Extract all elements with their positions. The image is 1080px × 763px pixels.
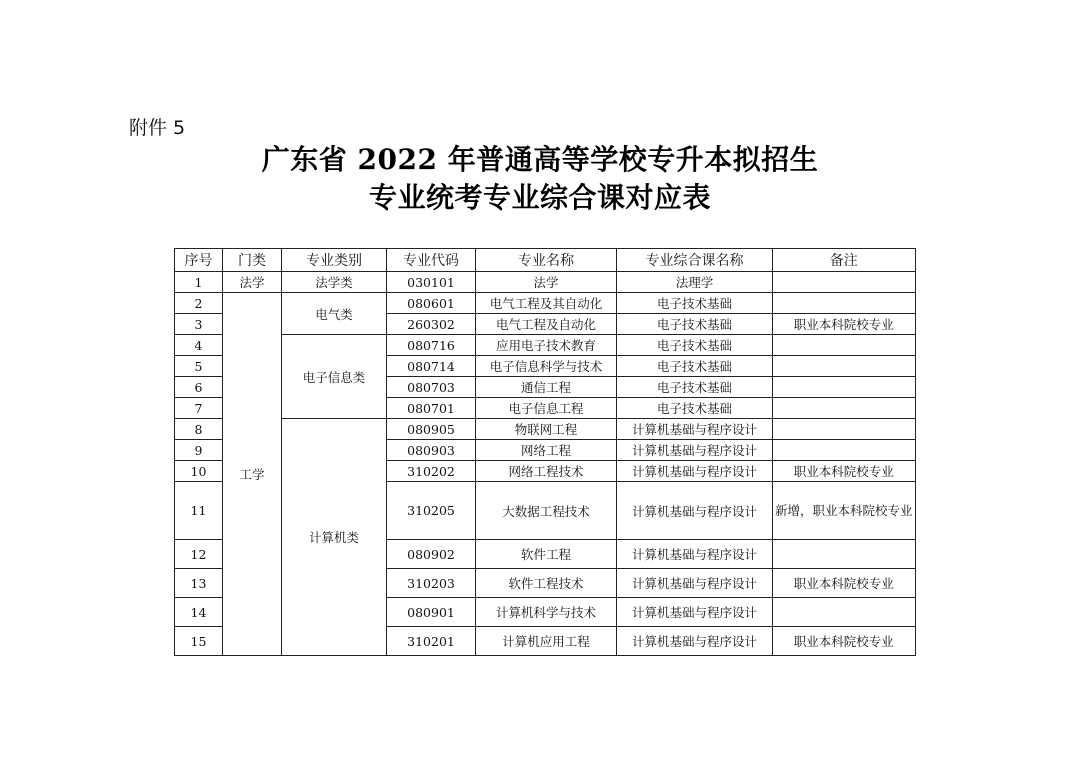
course-name: 计算机基础与程序设计 — [617, 627, 773, 656]
row-number: 11 — [175, 482, 223, 540]
major-code: 080703 — [387, 377, 476, 398]
course-name: 电子技术基础 — [617, 356, 773, 377]
major-name: 软件工程 — [476, 540, 617, 569]
course-name: 电子技术基础 — [617, 398, 773, 419]
row-number: 4 — [175, 335, 223, 356]
category-cell: 电气类 — [282, 293, 387, 335]
course-name: 电子技术基础 — [617, 293, 773, 314]
major-code: 080716 — [387, 335, 476, 356]
note-cell — [773, 356, 916, 377]
note-cell — [773, 598, 916, 627]
major-name: 应用电子技术教育 — [476, 335, 617, 356]
course-name: 法理学 — [617, 272, 773, 293]
major-name: 计算机科学与技术 — [476, 598, 617, 627]
row-number: 7 — [175, 398, 223, 419]
header-cell: 专业类别 — [282, 249, 387, 272]
header-cell: 专业代码 — [387, 249, 476, 272]
row-number: 9 — [175, 440, 223, 461]
note-cell — [773, 335, 916, 356]
major-code: 080901 — [387, 598, 476, 627]
category-cell: 法学类 — [282, 272, 387, 293]
major-name: 物联网工程 — [476, 419, 617, 440]
major-code: 260302 — [387, 314, 476, 335]
major-code: 080714 — [387, 356, 476, 377]
header-cell: 备注 — [773, 249, 916, 272]
major-code: 080903 — [387, 440, 476, 461]
major-code: 080601 — [387, 293, 476, 314]
major-name: 通信工程 — [476, 377, 617, 398]
header-cell: 序号 — [175, 249, 223, 272]
table-row — [175, 335, 916, 356]
row-number: 12 — [175, 540, 223, 569]
row-number: 2 — [175, 293, 223, 314]
row-number: 8 — [175, 419, 223, 440]
course-name: 计算机基础与程序设计 — [617, 569, 773, 598]
door-cell: 法学 — [223, 272, 282, 293]
note-cell: 职业本科院校专业 — [773, 314, 916, 335]
major-code: 080902 — [387, 540, 476, 569]
course-name: 电子技术基础 — [617, 314, 773, 335]
category-cell: 电子信息类 — [282, 335, 387, 419]
major-code: 080905 — [387, 419, 476, 440]
note-cell — [773, 440, 916, 461]
course-name: 计算机基础与程序设计 — [617, 540, 773, 569]
attachment-label: 附件 5 — [129, 117, 186, 139]
course-name: 计算机基础与程序设计 — [617, 419, 773, 440]
document-title-line-1: 广东省 2022 年普通高等学校专升本拟招生 — [261, 143, 819, 176]
note-cell — [773, 272, 916, 293]
major-code: 080701 — [387, 398, 476, 419]
course-name: 计算机基础与程序设计 — [617, 598, 773, 627]
major-name: 电气工程及其自动化 — [476, 293, 617, 314]
category-cell: 计算机类 — [282, 419, 387, 656]
major-name: 电子信息工程 — [476, 398, 617, 419]
header-cell: 门类 — [223, 249, 282, 272]
major-name: 网络工程 — [476, 440, 617, 461]
major-code: 310201 — [387, 627, 476, 656]
row-number: 14 — [175, 598, 223, 627]
table-row — [175, 272, 916, 293]
course-name: 计算机基础与程序设计 — [617, 482, 773, 540]
major-name: 计算机应用工程 — [476, 627, 617, 656]
row-number: 15 — [175, 627, 223, 656]
major-code: 310202 — [387, 461, 476, 482]
major-code: 310203 — [387, 569, 476, 598]
note-cell — [773, 419, 916, 440]
major-code: 030101 — [387, 272, 476, 293]
header-cell: 专业综合课名称 — [617, 249, 773, 272]
major-name: 软件工程技术 — [476, 569, 617, 598]
table-row — [175, 293, 916, 314]
course-name: 计算机基础与程序设计 — [617, 461, 773, 482]
table-row — [175, 419, 916, 440]
row-number: 13 — [175, 569, 223, 598]
document-title-line-2: 专业统考专业综合课对应表 — [368, 181, 711, 214]
major-name: 电子信息科学与技术 — [476, 356, 617, 377]
note-cell: 职业本科院校专业 — [773, 627, 916, 656]
note-cell: 职业本科院校专业 — [773, 569, 916, 598]
note-cell: 职业本科院校专业 — [773, 461, 916, 482]
row-number: 3 — [175, 314, 223, 335]
note-cell: 新增，职业本科院校专业 — [773, 482, 916, 540]
note-cell — [773, 398, 916, 419]
major-name: 法学 — [476, 272, 617, 293]
note-cell — [773, 377, 916, 398]
door-cell: 工学 — [223, 293, 282, 656]
major-code: 310205 — [387, 482, 476, 540]
course-name: 电子技术基础 — [617, 377, 773, 398]
course-name: 计算机基础与程序设计 — [617, 440, 773, 461]
row-number: 5 — [175, 356, 223, 377]
row-number: 6 — [175, 377, 223, 398]
major-name: 电气工程及自动化 — [476, 314, 617, 335]
table-header-row — [175, 249, 916, 272]
row-number: 1 — [175, 272, 223, 293]
course-name: 电子技术基础 — [617, 335, 773, 356]
header-cell: 专业名称 — [476, 249, 617, 272]
course-mapping-table — [174, 248, 916, 656]
major-name: 大数据工程技术 — [476, 482, 617, 540]
major-name: 网络工程技术 — [476, 461, 617, 482]
note-cell — [773, 540, 916, 569]
row-number: 10 — [175, 461, 223, 482]
note-cell — [773, 293, 916, 314]
